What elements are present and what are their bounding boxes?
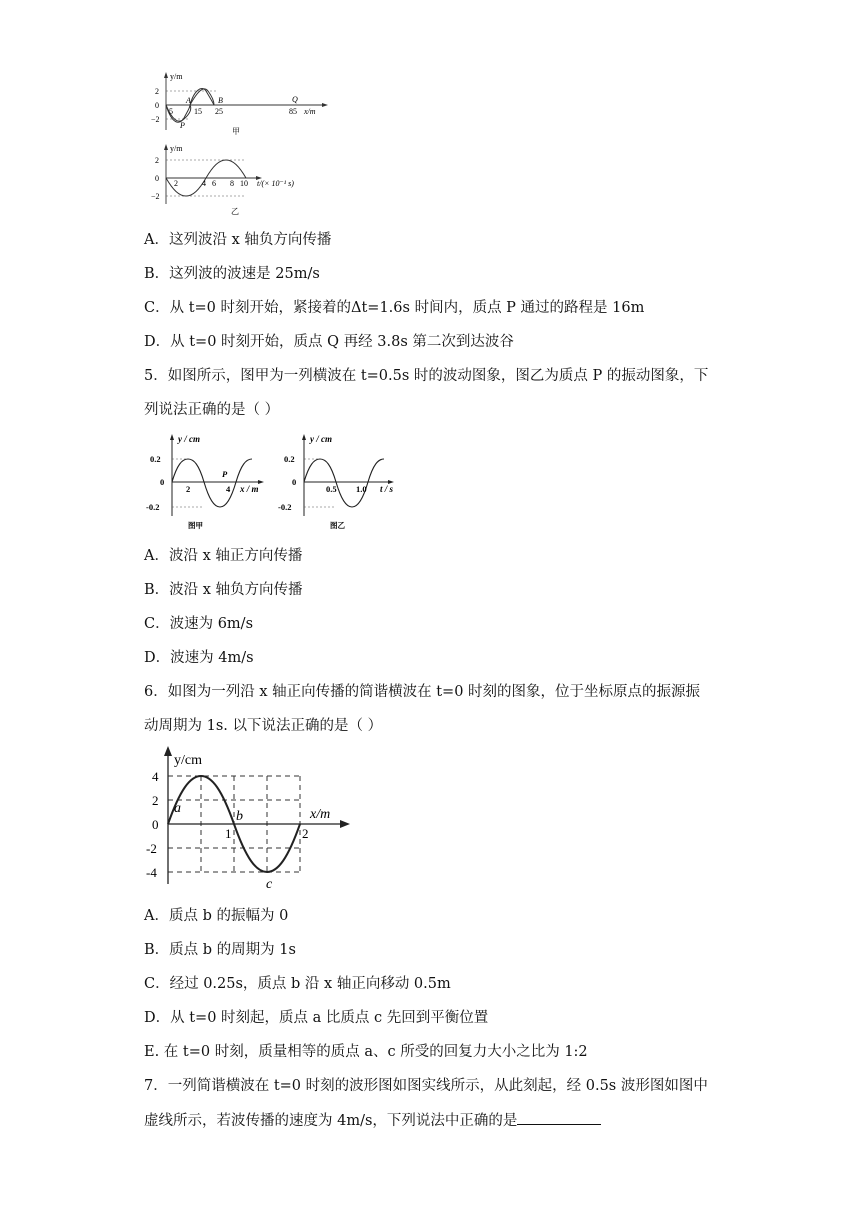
caption: 图乙: [330, 521, 345, 530]
ylabel: y/m: [170, 72, 183, 81]
x-tick: 2: [302, 826, 309, 841]
ylabel: y/m: [170, 144, 183, 153]
q5-option-d: D．波速为 4m/s: [144, 650, 254, 666]
x-tick: 85: [289, 107, 297, 116]
q6-stem-line2: 动周期为 1s. 以下说法正确的是（ ）: [144, 718, 383, 734]
point-label: B: [218, 96, 223, 105]
xlabel: t / s: [380, 484, 394, 494]
x-tick: 2: [174, 179, 178, 188]
x-tick: 6: [212, 179, 216, 188]
q6-option-a: A．质点 b 的振幅为 0: [144, 908, 289, 924]
y-axis-arrow: [164, 746, 172, 756]
x-axis-arrow: [322, 103, 328, 107]
y-tick: 0: [292, 477, 297, 487]
q6-figure: [146, 744, 356, 890]
x-tick: 15: [194, 107, 202, 116]
y-tick: 0.2: [284, 454, 295, 464]
q4-option-a: A．这列波沿 x 轴负方向传播: [144, 232, 332, 248]
q6-option-b: B．质点 b 的周期为 1s: [144, 942, 296, 958]
wave-curve: [172, 459, 252, 507]
y-tick: 0: [155, 101, 159, 110]
q7-stem-text: 虚线所示，若波传播的速度为 4m/s，下列说法中正确的是: [144, 1113, 518, 1129]
x-tick: 4: [226, 484, 231, 494]
q5-stem-line2: 列说法正确的是（ ）: [144, 402, 280, 418]
ylabel: y/cm: [174, 753, 202, 768]
x-tick: 0.5: [326, 484, 337, 494]
answer-blank: [517, 1110, 601, 1125]
y-tick: 2: [155, 87, 159, 96]
caption: 图甲: [188, 521, 203, 530]
figure-jia: [146, 70, 346, 136]
y-tick: −2: [151, 115, 160, 124]
y-tick: -4: [146, 865, 157, 880]
q5-figure-a: [142, 430, 272, 532]
point-label: a: [174, 801, 181, 816]
q4-option-b: B．这列波的波速是 25m/s: [144, 266, 320, 282]
q6-stem-line1: 6．如图为一列沿 x 轴正向传播的简谐横波在 t=0 时刻的图象，位于坐标原点的振源振: [144, 684, 701, 700]
y-tick: 0.2: [150, 454, 161, 464]
xlabel: t/(× 10⁻¹ s): [257, 179, 294, 188]
x-tick: 1.0: [356, 484, 367, 494]
x-axis-arrow: [258, 480, 264, 484]
xlabel: x/m: [304, 107, 316, 116]
q5-stem-line1: 5．如图所示，图甲为一列横波在 t=0.5s 时的波动图象，图乙为质点 P 的振动图象，下: [144, 368, 709, 384]
y-axis-arrow: [170, 434, 174, 440]
caption: 乙: [231, 207, 239, 216]
q6-option-c: C．经过 0.25s，质点 b 沿 x 轴正向移动 0.5m: [144, 976, 451, 992]
point-label: P: [222, 469, 228, 479]
y-tick: 0: [152, 817, 159, 832]
q6-option-e: E. 在 t=0 时刻，质量相等的质点 a、c 所受的回复力大小之比为 1:2: [144, 1044, 588, 1060]
y-tick: 2: [152, 793, 159, 808]
y-tick: 0: [155, 174, 159, 183]
point-label: A: [186, 96, 191, 105]
point-label: b: [236, 809, 243, 824]
y-tick: -0.2: [278, 502, 292, 512]
x-axis-arrow: [340, 820, 350, 828]
vibration-curve: [304, 459, 384, 507]
y-axis-arrow: [164, 144, 168, 150]
x-tick: 2: [186, 484, 191, 494]
q5-option-a: A．波沿 x 轴正方向传播: [144, 548, 303, 564]
q5-option-b: B．波沿 x 轴负方向传播: [144, 582, 303, 598]
x-tick: 4: [202, 179, 206, 188]
y-axis-arrow: [164, 72, 168, 78]
y-tick: 0: [160, 477, 165, 487]
figure-yi: [146, 142, 316, 218]
ylabel: y / cm: [178, 434, 200, 444]
q6-option-d: D．从 t=0 时刻起，质点 a 比质点 c 先回到平衡位置: [144, 1010, 489, 1026]
q5-option-c: C．波速为 6m/s: [144, 616, 254, 632]
q4-option-c: C．从 t=0 时刻开始，紧接着的Δt=1.6s 时间内，质点 P 通过的路程是 16m: [144, 300, 645, 316]
xlabel: x / m: [240, 484, 259, 494]
y-tick: −2: [151, 192, 160, 201]
x-tick: 25: [215, 107, 223, 116]
x-tick: 8: [230, 179, 234, 188]
q5-figure-b: [276, 430, 406, 532]
y-tick: -2: [146, 841, 157, 856]
x-tick: 10: [240, 179, 248, 188]
q7-stem-line2: [144, 1110, 601, 1131]
caption: 甲: [232, 127, 240, 136]
y-tick: 2: [155, 156, 159, 165]
y-tick: 4: [152, 769, 159, 784]
xlabel: x/m: [310, 807, 331, 822]
q4-option-d: D．从 t=0 时刻开始，质点 Q 再经 3.8s 第二次到达波谷: [144, 334, 514, 350]
point-label: P: [180, 121, 185, 130]
y-axis-arrow: [302, 434, 306, 440]
point-label: c: [266, 877, 273, 890]
y-tick: -0.2: [146, 502, 160, 512]
point-label: Q: [292, 95, 298, 104]
ylabel: y / cm: [310, 434, 332, 444]
x-tick: 5: [169, 107, 173, 116]
q7-stem-line1: 7．一列简谐横波在 t=0 时刻的波形图如图实线所示，从此刻起，经 0.5s 波形图如图中: [144, 1078, 708, 1094]
x-tick: 1: [225, 826, 232, 841]
